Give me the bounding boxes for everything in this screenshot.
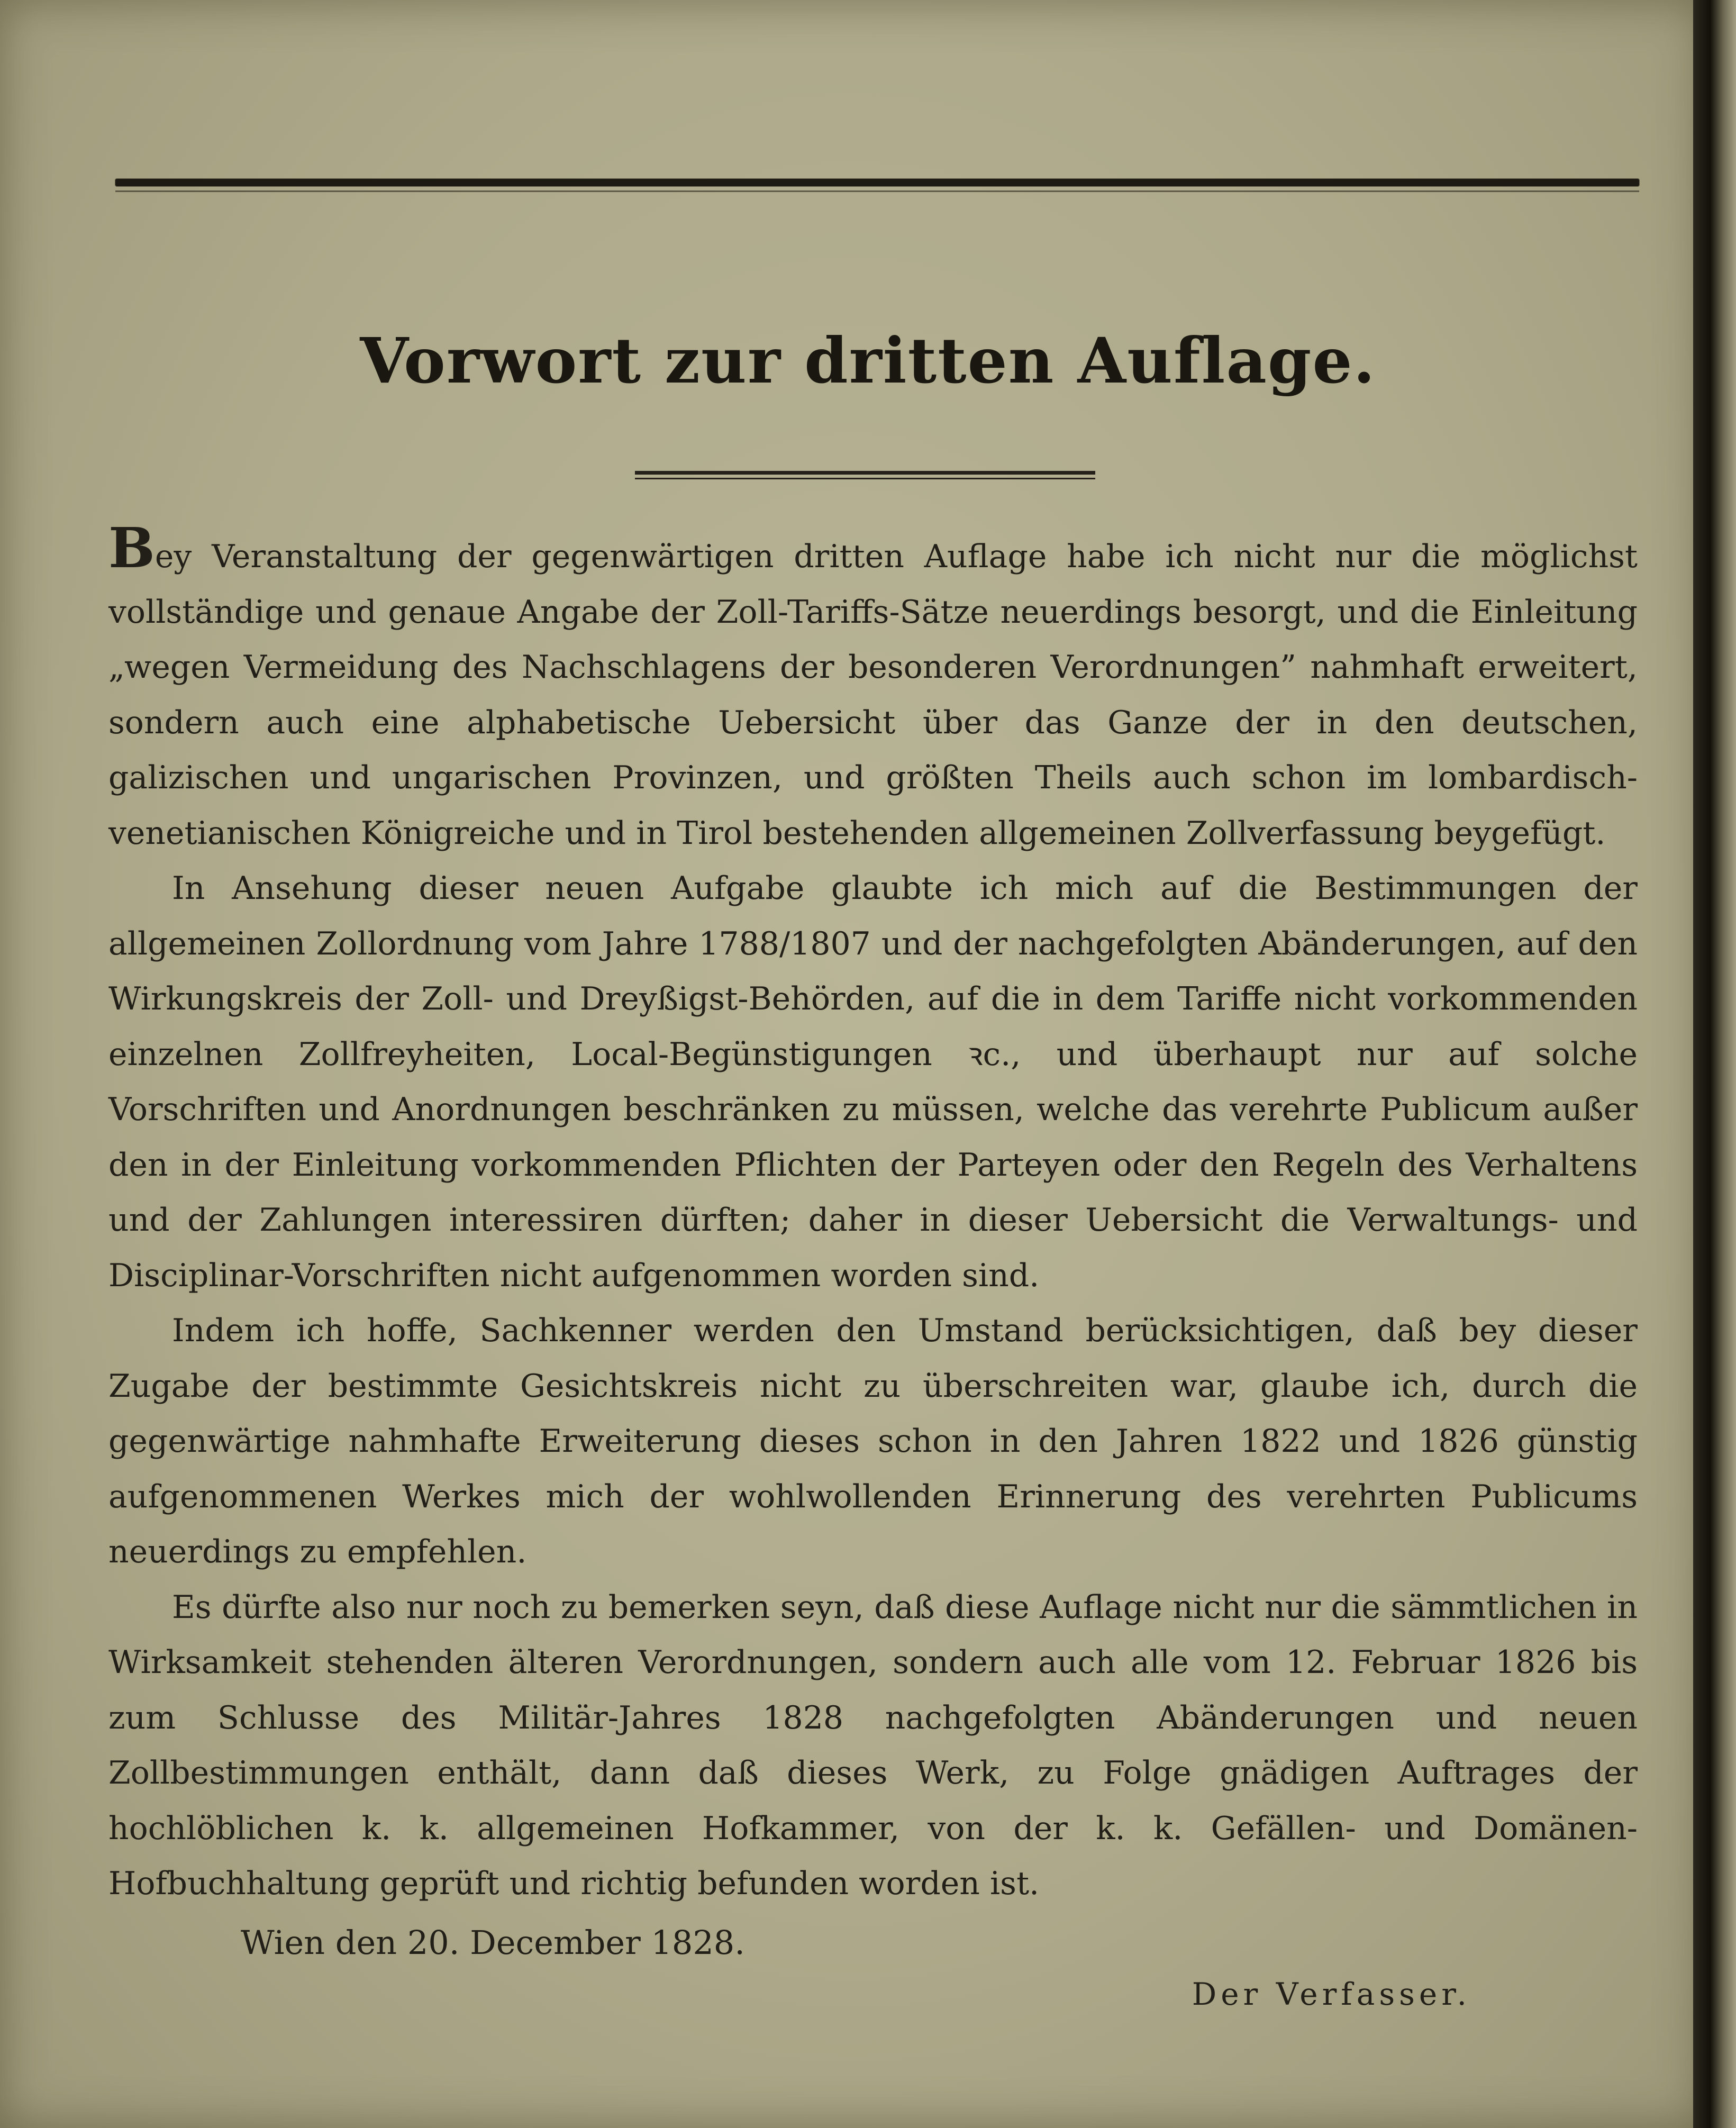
paragraph-3: Indem ich hoffe, Sachkenner werden den Umstand berücksichtigen, daß bey dieser Zugabe der bestimmte Gesichtskreis nicht zu überschreiten war, glaube ich, durch die gegenwärtige nahmhafte Erweiterung dieses schon in den Jahren 1822 und 1826 günstig aufgenommenen Werkes mich der wohlwollenden Erinnerung des verehrten Publicums neuerdings zu empfehlen. xyxy=(108,1312,1638,1570)
header-rule xyxy=(115,179,1639,186)
paragraph-1 xyxy=(108,515,1638,861)
drop-cap: B xyxy=(108,515,155,580)
page-title: Vorwort zur dritten Auflage. xyxy=(360,324,1376,397)
paragraph-2: In Ansehung dieser neuen Aufgabe glaubte ich mich auf die Bestimmungen der allgemeinen Zollordnung vom Jahre 1788/1807 und der nachgefolgten Abänderungen, auf den Wirkungskreis der Zoll- und Dreyßigst-Behörden, auf die in dem Tariffe nicht vorkommenden einzelnen Zollfreyheiten, Local-Begünstigungen ꝛc., und überhaupt nur auf solche Vorschriften und Anordnungen beschränken zu müssen, welche das verehrte Publicum außer den in der Einleitung vorkommenden Pflichten der Parteyen oder den Regeln des Verhaltens und der Zahlungen interessiren dürften; daher in dieser Uebersicht die Verwaltungs- und Disciplinar-Vorschriften nicht aufgenommen worden sind. xyxy=(108,870,1638,1294)
header-rule-thin xyxy=(115,190,1639,192)
signature: Der Verfasser. xyxy=(1192,1976,1471,2012)
title-divider xyxy=(635,471,1095,479)
page-gutter-edge xyxy=(1693,0,1736,2128)
place-date: Wien den 20. December 1828. xyxy=(241,1923,745,1962)
paragraph-4: Es dürfte also nur noch zu bemerken seyn, daß diese Auflage nicht nur die sämmtlichen in Wirksamkeit stehenden älteren Verordnungen, sondern auch alle vom 12. Februar 1826 bis zum Schlusse des Militär-Jahres 1828 nachgefolgten Abänderungen und neuen Zollbestimmungen enthält, dann daß dieses Werk, zu Folge gnädigen Auftrages der hochlöblichen k. k. allgemeinen Hofkammer, von der k. k. Gefällen- und Domänen-Hofbuchhaltung geprüft und richtig befunden worden ist. xyxy=(108,1588,1638,1902)
preface-body xyxy=(108,515,1638,1912)
paragraph-1-text: ey Veranstaltung der gegenwärtigen dritten Auflage habe ich nicht nur die möglichst vollständige und genaue Angabe der Zoll-Tariffs-Sätze neuerdings besorgt, und die Einleitung „wegen Vermeidung des Nachschlagens der besonderen Verordnungen” nahmhaft erweitert, sondern auch eine alphabetische Uebersicht über das Ganze der in den deutschen, galizischen und ungarischen Provinzen, und größten Theils auch schon im lombardisch-venetianischen Königreiche und in Tirol bestehenden allgemeinen Zollverfassung beygefügt. xyxy=(108,538,1638,852)
